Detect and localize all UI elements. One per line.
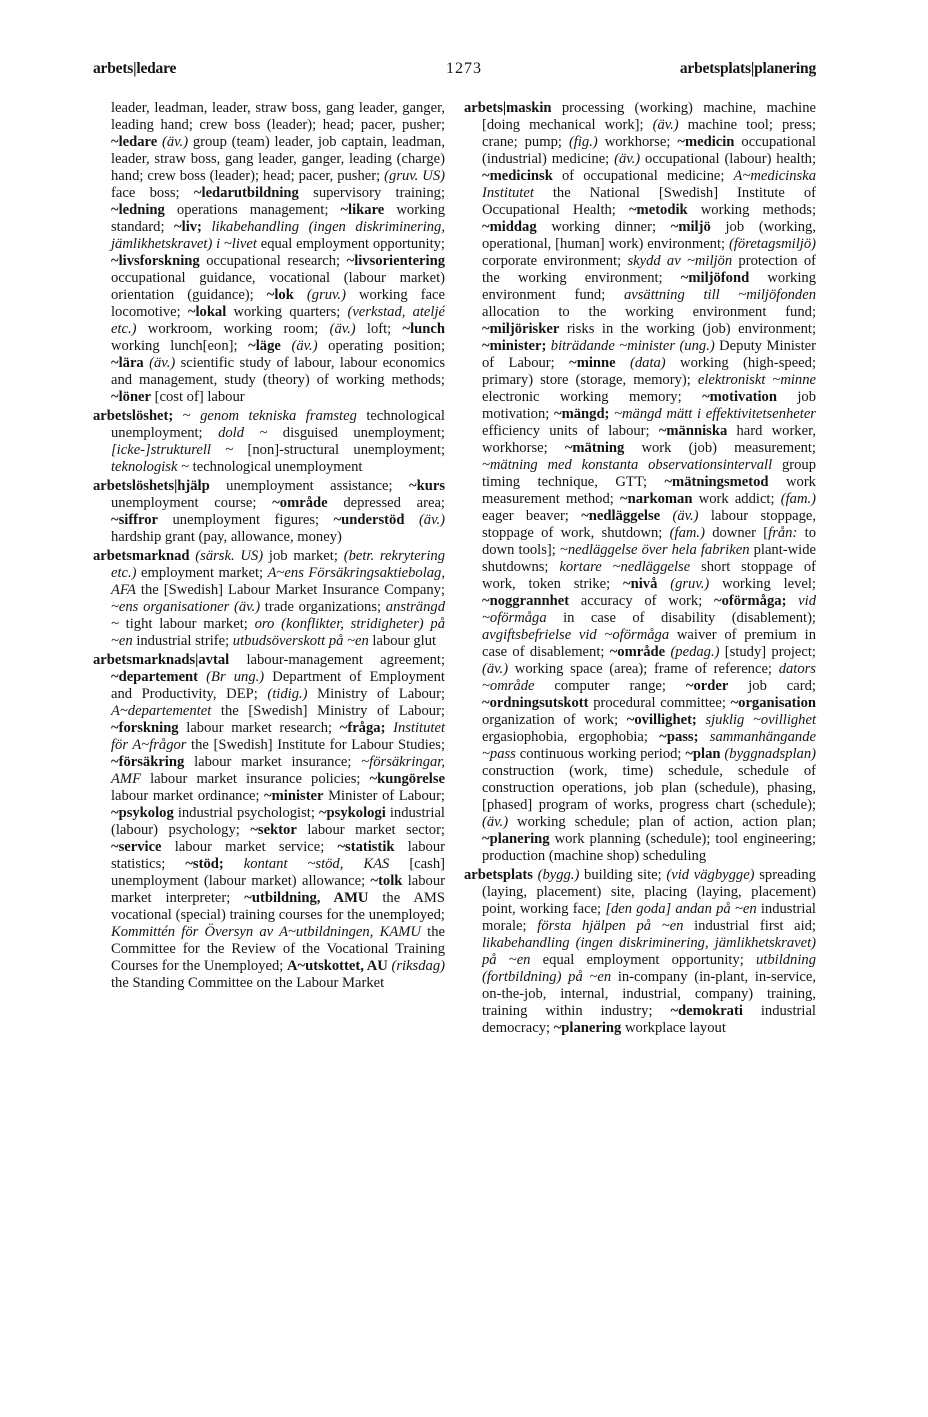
headword: arbetsmarknads|avtal <box>93 652 230 668</box>
dictionary-entry <box>93 548 445 650</box>
left-column <box>93 100 445 994</box>
entry-body: leader, leadman, leader, straw boss, gang leader, ganger, leading hand; crew boss (leader); head; pacer, pusher; ~ledare (äv.) group (team) leader, job captain, leadman, leader, straw boss, gang leader, ganger, leading (charge) hand; crew boss (leader); head; pacer, pusher; (gruv. US) face boss; ~ledarutbildning supervisory training; ~ledning operations management; ~likare working standard; ~liv; likabehandling (ingen diskriminering, jämlikhetskravet) i ~livet equal employment opportunity; ~livsforskning occupational research; ~livsorientering occupational guidance, vocational (labour market) orientation (guidance); ~lok (gruv.) working face locomotive; ~lokal working quarters; (verkstad, ateljé etc.) workroom, working room; (äv.) loft; ~lunch working lunch[eon]; ~läge (äv.) operating position; ~lära (äv.) scientific study of labour, labour economics and management, study (theory) of working methods; ~löner [cost of] labour <box>111 100 445 405</box>
right-column <box>464 100 816 1039</box>
entry-body: (bygg.) building site; (vid vägbygge) spreading (laying, placement) site, placing (laying, placement) point, working face; [den goda] andan på ~en industrial morale; första hjälpen på ~en industrial first aid; likabehandling (ingen diskriminering, jämlikhetskravet) på ~en equal employment opportunity; utbildning (fortbildning) på ~en in-company (in-plant, in-service, on-the-job, internal, industrial, company) training, training within industry; ~demokrati industrial democracy; ~planering workplace layout <box>482 867 817 1036</box>
running-head-right: arbetsplats|planering <box>679 60 816 77</box>
dictionary-entry <box>93 408 445 476</box>
entry-body: (särsk. US) job market; (betr. rekrytering etc.) employment market; A~ens Försäkringsaktiebolag, AFA the [Swedish] Labour Market Insurance Company; ~ens organisationer (äv.) trade organizations; ansträngd ~ tight labour market; oro (konflikter, stridigheter) på ~en industrial strife; utbudsöverskott på ~en labour glut <box>111 548 446 649</box>
dictionary-entry <box>93 100 445 406</box>
entry-body: processing (working) machine, machine [doing mechanical work]; (äv.) machine tool; press; crane; pump; (fig.) workhorse; ~medicin occupational (industrial) medicine; (äv.) occupational (labour) health; ~medicinsk of occupational medicine; A~medicinska Institutet the National [Swedish] Institute of Occupational Health; ~metodik working methods; ~middag working dinner; ~miljö job (working, operational, [human] work) environment; (företagsmiljö) corporate environment; skydd av ~miljön protection of the working environment; ~miljöfond working environment fund; avsättning till ~miljöfonden allocation to the working environment fund; ~miljörisker risks in the working (job) environment; ~minister; biträdande ~minister (ung.) Deputy Minister of Labour; ~minne (data) working (high-speed; primary) store (storage, memory); elektroniskt ~minne electronic working memory; ~motivation job motivation; ~mängd; ~mängd mätt i effektivitetsenheter efficiency units of labour; ~människa hard worker, workhorse; ~mätning work (job) measurement; ~mätning med konstanta observationsintervall group timing technique, GTT; ~mätningsmetod work measurement method; ~narkoman work addict; (fam.) eager beaver; ~nedläggelse (äv.) labour stoppage, stoppage of work, shutdown; (fam.) downer [från: to down tools]; ~nedläggelse över hela fabriken plant-wide shutdowns; kortare ~nedläggelse short stoppage of work, token strike; ~nivå (gruv.) working level; ~noggrannhet accuracy of work; ~oförmåga; vid ~oförmåga in case of disability (disablement); avgiftsbefrielse vid ~oförmåga waiver of premium in case of disablement; ~område (pedag.) [study] project; (äv.) working space (area); frame of reference; dators ~område computer range; ~order job card; ~ordningsutskott procedural committee; ~organisation organization of work; ~ovillighet; sjuklig ~ovillighet ergasiophobia, ergophobia; ~pass; sammanhängande ~pass continuous working period; ~plan (byggnadsplan) construction (work, time) schedule, schedule of construction operations, job plan (schedule), phasing, [phased] program of works, progress chart (schedule); (äv.) working schedule; plan of action, action plan; ~planering work planning (schedule); tool engineering; production (machine shop) scheduling <box>482 100 817 864</box>
headword: arbets|maskin <box>464 100 552 116</box>
entry-body: labour-management agreement; ~departement (Br ung.) Department of Employment and Productivity, DEP; (tidig.) Ministry of Labour; A~departementet the [Swedish] Ministry of Labour; ~forskning labour market research; ~fråga; Institutet för A~frågor the [Swedish] Institute for Labour Studies; ~försäkring labour market insurance; ~försäkringar, AMF labour market insurance policies; ~kungörelse labour market ordinance; ~minister Minister of Labour; ~psykolog industrial psychologist; ~psykologi industrial (labour) psychology; ~sektor labour market sector; ~service labour market service; ~statistik labour statistics; ~stöd; kontant ~stöd, KAS [cash] unemployment (labour market) allowance; ~tolk labour market interpreter; ~utbildning, AMU the AMS vocational (special) training courses for the unemployed; Kommittén för Översyn av A~utbildningen, KAMU the Committee for the Review of the Vocational Training Courses for the Unemployed; A~utskottet, AU (riksdag) the Standing Committee on the Labour Market <box>111 652 445 991</box>
dictionary-entry <box>93 478 445 546</box>
entry-body: ~ genom tekniska framsteg technological unemployment; dold ~ disguised unemployment; [icke-]strukturell ~ [non]-structural unemployment; teknologisk ~ technological unemployment <box>111 408 446 475</box>
running-head-left: arbets|ledare <box>93 60 177 77</box>
dictionary-entry <box>464 100 816 865</box>
entry-body: unemployment assistance; ~kurs unemployment course; ~område depressed area; ~siffror unemployment figures; ~understöd (äv.) hardship grant (pay, allowance, money) <box>111 478 445 545</box>
page-number: 1273 <box>446 60 482 77</box>
headword: arbetsmarknad <box>93 548 190 564</box>
headword: arbetslöshet; <box>93 408 174 424</box>
dictionary-entry <box>93 652 445 992</box>
dictionary-entry <box>464 867 816 1037</box>
headword: arbetsplats <box>464 867 533 883</box>
headword: arbetslöshets|hjälp <box>93 478 210 494</box>
